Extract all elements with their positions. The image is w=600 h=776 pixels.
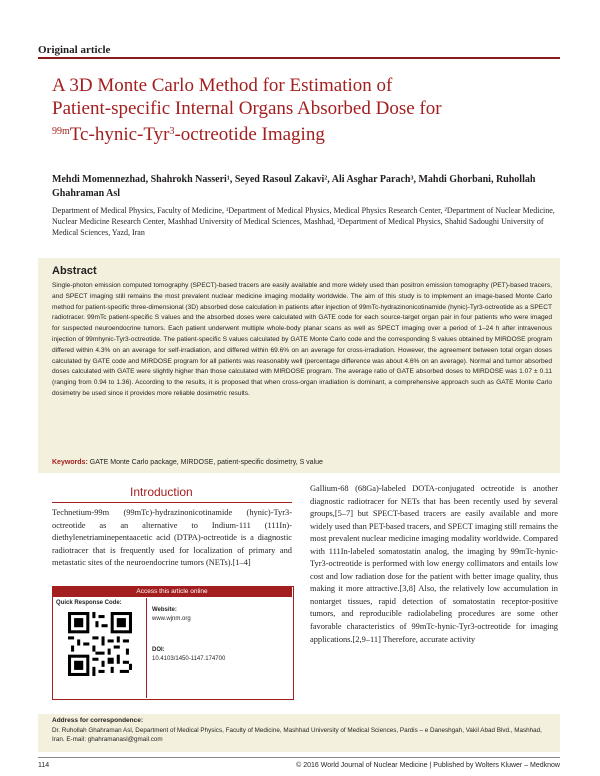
title-sup-tyr: 3 bbox=[169, 126, 175, 137]
intro-right-column: Gallium-68 (68Ga)-labeled DOTA-conjugated octreotide is another diagnostic radiotracer for NETs that has been recently used by several groups,[5–7] but SPECT-based tracers are easily available and more widely used than PET-based tracers, and SPECT imaging still remains the most prevalent nuclear medicine imaging modality worldwide. Compared with 111In-labeled somatostatin analog, the imaging by 99mTc-hynic-Tyr3-octreotide is performed with low energy collimators and entails low cost and low radiation dose for the patient with better image quality, thus making it more attractive.[3,8] Also, the relatively low accumulation in nontarget tissues, rapid detection of somatostatin receptor-positive tumors, and reproducible radiolabeling procedures are some other favorable characteristics of 99mTc-hynic-Tyr3-octreotide for imaging applications.[2,9–11] Therefore, accurate activity bbox=[310, 484, 558, 644]
access-box-divider bbox=[146, 598, 147, 698]
doi-link[interactable]: 10.4103/1450-1147.174700 bbox=[152, 656, 226, 662]
introduction-rule bbox=[52, 502, 292, 503]
keywords bbox=[52, 459, 552, 466]
intro-left-column: Technetium-99m (99mTc)-hydrazinonicotinamide (hynic)-Tyr3-octreotide as an alternative to Indium-111 (111In)-diethylenetriaminepentaacetic acid (DTPA)-octreotide is a diagnostic radiotracer that is frequently used for localization of primary and metastatic sites of the neuroendocrine tumors (NETs).[1–4] bbox=[52, 508, 292, 568]
paper-title bbox=[52, 74, 552, 146]
keywords-label: Keywords: bbox=[52, 459, 88, 466]
abstract-heading: Abstract bbox=[52, 265, 97, 277]
abstract-text: Single-photon emission computed tomography (SPECT)-based tracers are easily available and more widely used than positron emission tomography (PET)-based tracers, and SPECT imaging still remains the most prevalent nuclear medicine imaging modality worldwide. The aim of this study is to implement an image-based Monte Carlo method for patient-specific three-dimensional (3D) absorbed dose calculation in patients after injection of 99mTc-hydrazinonicotinamide (hynic)-Tyr3-octreotide as a SPECT radiotracer. 99mTc patient-specific S values and the absorbed doses were calculated with GATE code for each source-target organ pair in four patients who were imaged for suspected neuroendocrine tumors. Each patient underwent multiple whole-body planar scans as well as SPECT imaging over a period of 1–24 h after intravenous injection of 99mhynic-Tyr3-octreotide. The patient-specific S values calculated by GATE Monte Carlo code and the corresponding S values obtained by MIRDOSE program differed within 4.3% on an average for self-irradiation, and differed within 69.6% on an average for cross-irradiation. However, the agreement between total organ doses calculated by GATE code and MIRDOSE program for all patients was reasonably well (percentage difference was about 4.6% on an average). Normal and tumor absorbed doses calculated with GATE were slightly higher than those calculated with MIRDOSE program. The average ratio of GATE absorbed doses to MIRDOSE was 1.07 ± 0.11 (ranging from 0.94 to 1.36). According to the results, it is proposed that when cross-organ irradiation is dominant, a comprehensive approach such as GATE Monte Carlo dosimetry be used since it provides more reliable dosimetric results. bbox=[52, 282, 552, 397]
introduction-heading: Introduction bbox=[130, 485, 193, 499]
correspondence-heading: Address for correspondence: bbox=[52, 717, 144, 724]
keywords-text: GATE Monte Carlo package, MIRDOSE, patient-specific dosimetry, S value bbox=[89, 459, 323, 466]
title-line-3b: -octreotide Imaging bbox=[174, 124, 325, 145]
title-line-1: A 3D Monte Carlo Method for Estimation of bbox=[52, 75, 393, 96]
author-list: Mehdi Momennezhad, Shahrokh Nasseri¹, Seyed Rasoul Zakavi², Ali Asghar Parach³, Mahdi Ghorbani, Ruhollah Ghahraman Asl bbox=[52, 174, 536, 199]
qr-code-label: Quick Response Code: bbox=[56, 600, 122, 606]
article-type-label: Original article bbox=[38, 44, 111, 56]
title-line-3 bbox=[52, 120, 552, 146]
doi-label: DOI: bbox=[152, 647, 165, 653]
footer-copyright: © 2016 World Journal of Nuclear Medicine | Published by Wolters Kluwer – Medknow bbox=[296, 762, 560, 769]
page-number: 114 bbox=[38, 762, 50, 769]
website-label: Website: bbox=[152, 607, 177, 613]
title-line-3a: Tc-hynic-Tyr bbox=[69, 124, 170, 145]
title-line-2: Patient-specific Internal Organs Absorbed Dose for bbox=[52, 98, 442, 119]
correspondence-text: Dr. Ruhollah Ghahraman Asl, Department of Medical Physics, Faculty of Medicine, Mashhad University of Medical Sciences, Pardis – e Daneshgah, Vakil Abad Blvd., Mashhad, Iran. E-mail: ghahramanasl@gmail.com bbox=[52, 727, 542, 743]
access-box-title: Access this article online bbox=[52, 586, 292, 597]
qr-code-icon[interactable] bbox=[68, 612, 132, 676]
website-link[interactable]: www.wjnm.org bbox=[152, 616, 191, 622]
header-rule bbox=[38, 57, 560, 59]
affiliations: Department of Medical Physics, Faculty of Medicine, ¹Department of Medical Physics, Medical Physics Research Center, ²Department of Nuclear Medicine, Nuclear Medicine Research Center, Mashhad University of Medical Sciences, Mashhad, ³Department of Medical Physics, Shahid Sadoughi University of Medical Sciences, Yazd, Iran bbox=[52, 206, 555, 237]
title-sup-isotope: 99m bbox=[52, 126, 70, 137]
footer-rule bbox=[38, 757, 560, 758]
